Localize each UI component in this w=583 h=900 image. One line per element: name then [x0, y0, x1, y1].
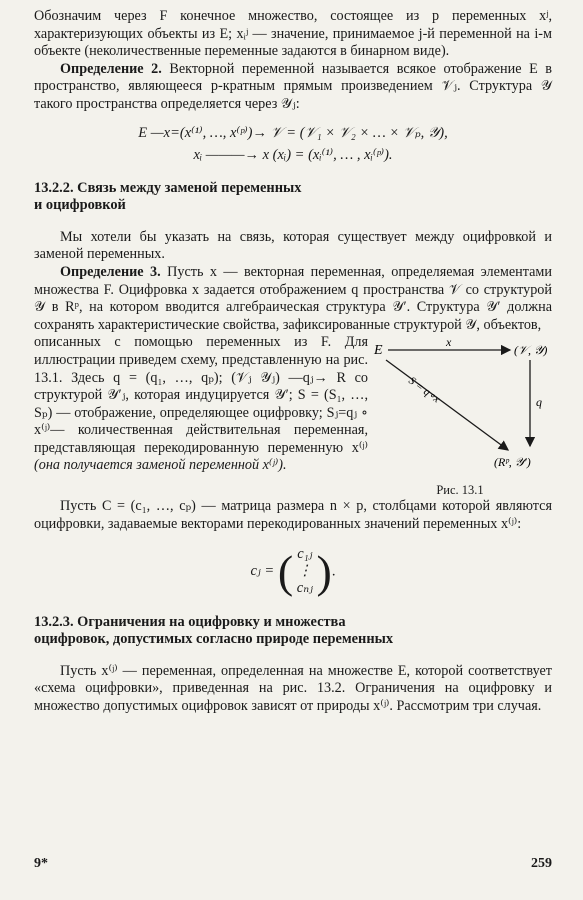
- formula-column-mid: ⋮: [297, 563, 313, 579]
- definition-2-label: Определение 2.: [60, 60, 162, 77]
- figure-label-s: S = q∘x: [406, 375, 443, 406]
- paragraph-intro: Обозначим через F конечное множество, состоящее из p переменных xʲ, характеризующих объекты из E; xᵢʲ — значение, принимаемое j-й переменной на i-м объекте (неколичественные переменные задаются в бинарном виде).: [34, 8, 552, 60]
- page-number: 259: [531, 856, 552, 871]
- formula-column-lhs: cⱼ =: [250, 563, 275, 579]
- paragraph-relation: Мы хотели бы указать на связь, которая существует между оцифровкой и заменой переменных.: [34, 228, 552, 263]
- figure-label-x: x: [446, 338, 452, 350]
- figure-caption: Рис. 13.1: [436, 483, 484, 498]
- paragraph-definition-2: [34, 61, 552, 114]
- definition-3-label: Определение 3.: [60, 263, 161, 280]
- section-heading-13-2-3-line2: оцифровок, допустимых согласно природе переменных: [34, 631, 394, 648]
- section-heading-13-2-2-line1: 13.2.2. Связь между заменой переменных: [34, 179, 302, 196]
- paragraph-matrix: Пусть C = (c₁, …, cₚ) — матрица размера n × p, столбцами которой являются оцифровки, задаваемые векторами перекодированных значений переменных x⁽ʲ⁾:: [34, 498, 552, 532]
- figure-node-ry: (Rᵖ, 𝒴′): [494, 455, 531, 470]
- figure-node-vy: (𝒱, 𝒴): [514, 343, 548, 358]
- formula-mapping-values: xᵢ ———→ x (xᵢ) = (xᵢ⁽¹⁾, … , xᵢ⁽ᵖ⁾).: [193, 146, 393, 163]
- page-footer: [34, 856, 552, 872]
- figure-description-text: описанных с помощью переменных из F. Для иллюстрации приведем схему, представленную на рис. 13.1. Здесь q = (q₁, …, qₚ); (𝒱ⱼ 𝒴ⱼ) —qⱼ→ R со структурой 𝒴′ⱼ, которая индуцируется 𝒴′; S = (S₁, …, Sₚ) — отображение, определяющее оцифровку; Sⱼ=qⱼ ∘ x⁽ʲ⁾— количественная действительная переменная, представляющая перекодированную переменную x⁽ʲ⁾: [34, 334, 368, 456]
- figure-arrow-s: [386, 360, 508, 450]
- formula-column-top: c₁ⱼ: [297, 546, 313, 562]
- formula-column-vector: cⱼ = ( c₁ⱼ ⋮ cₙⱼ ).: [250, 545, 336, 597]
- definition-3-text: Пусть x — векторная переменная, определяемая элементами множества F. Оцифровка x задается отображением q пространства 𝒱 со структурой 𝒴 в Rᵖ, на котором вводится алгебраическая структура 𝒴′. Структура 𝒴′ должна сохранять характеристические свойства, зафиксированные структурой 𝒴, объектов,: [34, 263, 552, 333]
- formula-column-bottom: cₙⱼ: [296, 580, 313, 596]
- figure-description-italic: (она получается заменой переменной x⁽ʲ⁾).: [34, 457, 287, 474]
- figure-node-e: E: [374, 343, 383, 359]
- wrap-section: [34, 334, 552, 498]
- section-heading-13-2-3: [34, 614, 552, 649]
- figure-label-q: q: [536, 395, 542, 410]
- section-heading-13-2-2-line2: и оцифровкой: [34, 197, 126, 214]
- page-body: [34, 8, 552, 715]
- paragraph-definition-3: [34, 264, 552, 334]
- figure-13-1: [368, 338, 552, 498]
- figure-diagram: [368, 338, 552, 478]
- paragraph-constraints: Пусть x⁽ʲ⁾ — переменная, определенная на множестве E, которой соответствует «схема оцифровки», приведенная на рис. 13.2. Ограничения на оцифровку и множество допустимых оцифровок зависят от природы x⁽ʲ⁾. Рассмотрим три случая.: [34, 662, 552, 714]
- section-heading-13-2-2: [34, 180, 552, 215]
- formula-mapping: E —x=(x⁽¹⁾, …, x⁽ᵖ⁾)→ 𝒱 = (𝒱₁ × 𝒱₂ × … × 𝒱ₚ, 𝒴),: [138, 124, 448, 141]
- formula-column-end: .: [331, 562, 336, 579]
- section-heading-13-2-3-line1: 13.2.3. Ограничения на оцифровку и множества: [34, 613, 346, 630]
- footer-signature-mark: 9*: [34, 856, 48, 871]
- definition-2-text: Векторной переменной называется всякое отображение E в пространство, являющееся p-кратным прямым произведением 𝒱ⱼ. Структура 𝒴 такого пространства определяется через 𝒴ⱼ:: [34, 60, 552, 112]
